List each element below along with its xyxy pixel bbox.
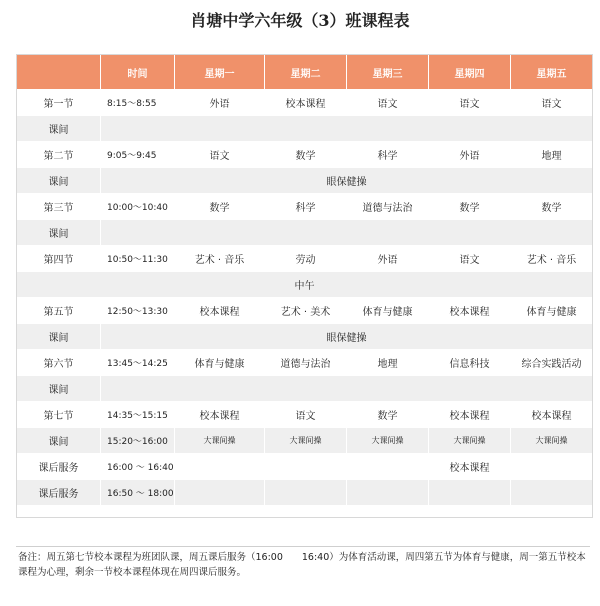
table-cell: 16:00 ～ 16:40 [101,454,175,480]
table-cell [511,480,593,506]
table-cell: 8:15～8:55 [101,90,175,116]
table-cell: 外语 [429,142,511,168]
table-cell [347,480,429,506]
table-cell [265,480,347,506]
table-row [17,194,593,220]
table-row [17,142,593,168]
table-cell: 课间 [17,428,101,454]
table-cell: 语文 [175,142,265,168]
table-cell: 科学 [265,194,347,220]
table-cell: 数学 [511,194,593,220]
table-cell: 校本课程 [429,454,511,480]
table-cell: 艺术 · 美术 [265,298,347,324]
header-cell [17,55,101,90]
table-row [17,376,593,402]
header-cell: 星期五 [511,55,593,90]
table-cell [175,454,265,480]
table-cell: 第七节 [17,402,101,428]
table-cell: 校本课程 [175,298,265,324]
table-cell [101,220,593,246]
table-cell: 艺术 · 音乐 [175,246,265,272]
table-cell: 9:05～9:45 [101,142,175,168]
table-row [17,428,593,454]
table-cell: 劳动 [265,246,347,272]
table-cell: 大课间操 [347,428,429,454]
table-cell: 第四节 [17,246,101,272]
table-cell [101,116,593,142]
table-row [17,350,593,376]
table-cell: 大课间操 [175,428,265,454]
table-row [17,480,593,506]
table-cell: 第五节 [17,298,101,324]
table-cell: 第三节 [17,194,101,220]
table-cell: 15:20～16:00 [101,428,175,454]
table-cell: 语文 [429,90,511,116]
table-row [17,220,593,246]
table-cell: 校本课程 [175,402,265,428]
table-cell [101,376,593,402]
table-cell: 第一节 [17,90,101,116]
table-cell: 语文 [265,402,347,428]
table-cell: 校本课程 [429,402,511,428]
table-cell: 课间 [17,168,101,194]
table-cell: 综合实践活动 [511,350,593,376]
table-cell: 10:50～11:30 [101,246,175,272]
table-cell: 道德与法治 [265,350,347,376]
table-cell: 12:50～13:30 [101,298,175,324]
table-row [17,272,593,298]
table-cell: 数学 [265,142,347,168]
table-cell [511,454,593,480]
header-cell: 星期四 [429,55,511,90]
table-row [17,324,593,350]
table-row [17,298,593,324]
table-cell: 10:00～10:40 [101,194,175,220]
table-row [17,168,593,194]
table-cell: 艺术 · 音乐 [511,246,593,272]
table-cell: 外语 [175,90,265,116]
table-cell: 数学 [175,194,265,220]
table-cell: 13:45～14:25 [101,350,175,376]
header-row [17,55,593,90]
table-cell: 体育与健康 [175,350,265,376]
page-title: 肖塘中学六年级（3）班课程表 [190,11,410,30]
table-cell: 语文 [347,90,429,116]
table-cell: 课间 [17,324,101,350]
table-cell [265,454,347,480]
table-cell: 地理 [347,350,429,376]
table-row [17,246,593,272]
table-row [17,90,593,116]
header-cell: 时间 [101,55,175,90]
table-cell [429,480,511,506]
table-cell: 数学 [429,194,511,220]
table-cell: 16:50 ～ 18:00 [101,480,175,506]
table-cell: 校本课程 [511,402,593,428]
table-cell: 大课间操 [511,428,593,454]
table-cell: 校本课程 [265,90,347,116]
timetable-body [17,90,593,506]
table-row [17,454,593,480]
header-cell: 星期一 [175,55,265,90]
table-cell: 科学 [347,142,429,168]
table-cell: 地理 [511,142,593,168]
table-cell [347,454,429,480]
table-cell: 大课间操 [429,428,511,454]
table-cell: 大课间操 [265,428,347,454]
table-cell: 课间 [17,220,101,246]
table-cell: 14:35～15:15 [101,402,175,428]
table-cell: 第六节 [17,350,101,376]
table-cell: 眼保健操 [101,324,593,350]
table-cell: 眼保健操 [101,168,593,194]
table-row [17,402,593,428]
timetable [16,54,593,506]
table-cell: 第二节 [17,142,101,168]
header-cell: 星期二 [265,55,347,90]
timetable-sheet [16,54,592,506]
table-cell: 校本课程 [429,298,511,324]
table-cell: 中午 [17,272,593,298]
table-cell: 语文 [429,246,511,272]
table-cell: 语文 [511,90,593,116]
footnote: 备注：周五第七节校本课程为班团队课，周五课后服务（16:00 16:40）为体育活动课，周四第五节为体育与健康，周一第五节校本课程为心理，剩余一节校本课程体现在周四课后服务。 [16,546,590,583]
table-cell: 体育与健康 [347,298,429,324]
table-cell: 课后服务 [17,480,101,506]
table-row [17,116,593,142]
table-cell: 道德与法治 [347,194,429,220]
header-cell: 星期三 [347,55,429,90]
table-cell: 课后服务 [17,454,101,480]
table-cell: 体育与健康 [511,298,593,324]
table-cell [175,480,265,506]
table-cell: 课间 [17,116,101,142]
table-cell: 外语 [347,246,429,272]
table-cell: 数学 [347,402,429,428]
table-cell: 信息科技 [429,350,511,376]
table-cell: 课间 [17,376,101,402]
